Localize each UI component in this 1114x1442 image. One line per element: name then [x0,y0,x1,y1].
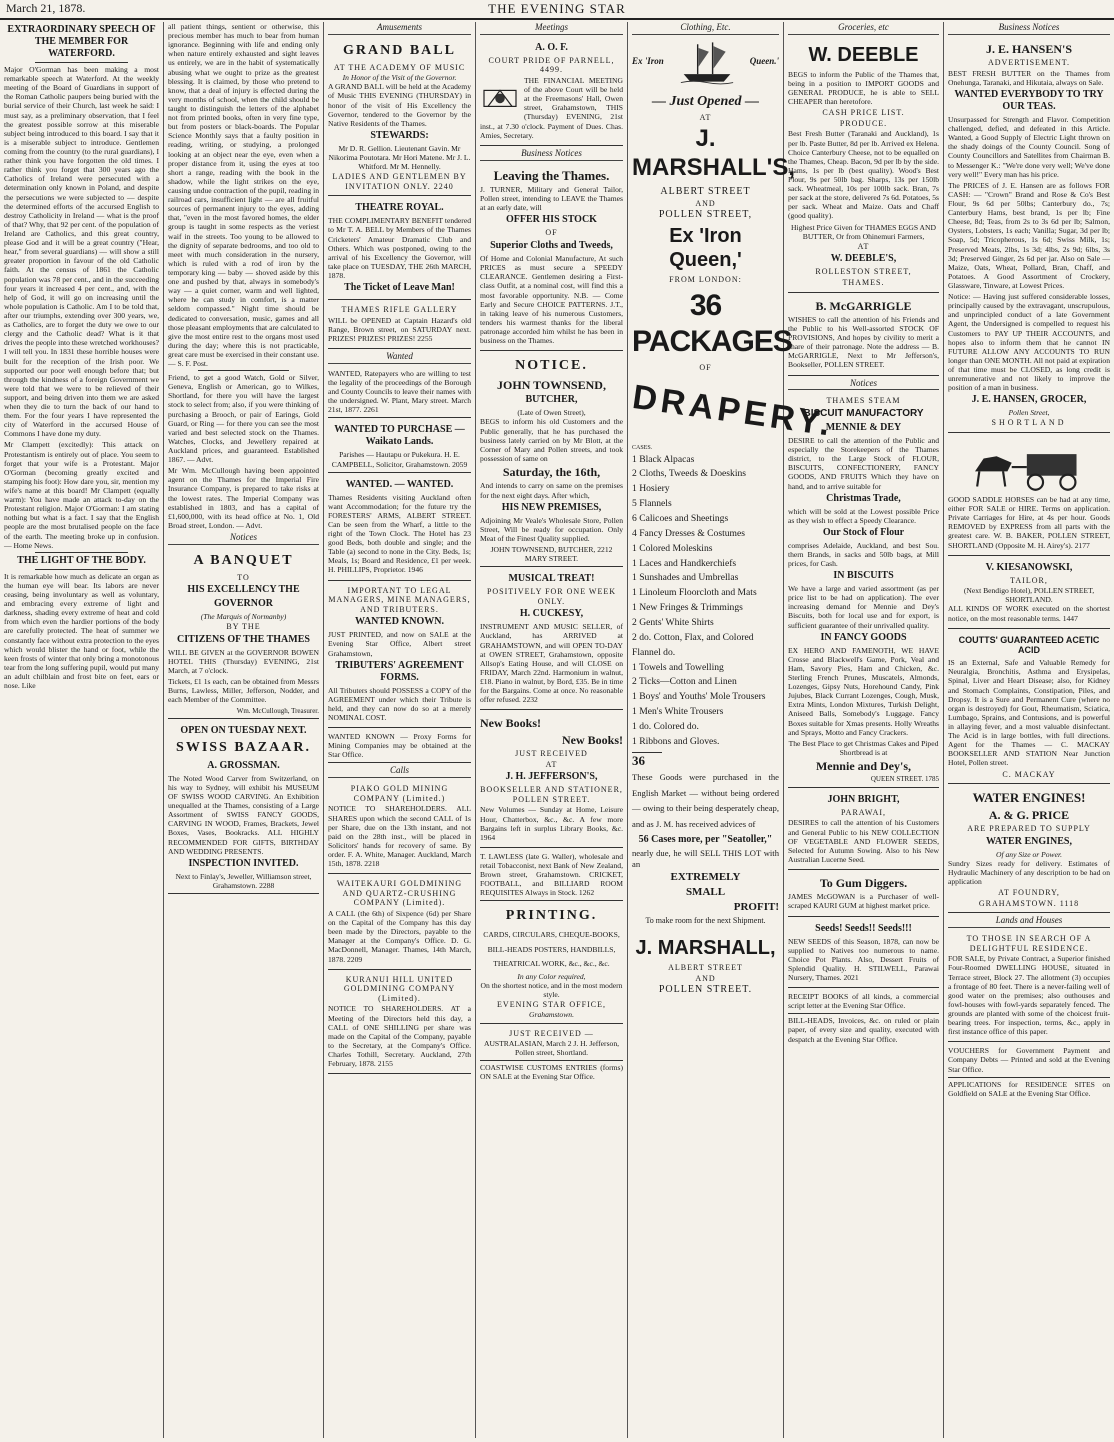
hansen-notice-text: Notice: — Having just suffered considerable losses, principally caused by the extravagant, unscrupulous, and unprincipled conduct of a late Government Agent, the Undersigned is compelled to request his Customers to PAY UP THEIR ACCOUNTS, and hopes also to inform them that he cannot IN FUTURE ALLOW ANY ACCOUNTS TO RUN longer than ONE MONTH. All not paid at expiration of that time must be CLOSED, as long credit is unremunerative and not likely to improve the position of a man in business. [948,292,1110,393]
residence-notice [948,931,1110,1042]
hansen-notice [948,38,1110,433]
bazaar-title: SWISS BAZAAR. [176,739,311,755]
grand-ball-notice [328,38,471,197]
list-item: 1 do. Colored do. [632,721,699,733]
price-size: Of any Size or Power. [995,849,1063,859]
deeble-text: BEGS to inform the Public of the Thames that, being in a position to IMPORT GOODS and GENERAL PRODUCE, he is able to SELL CHEAPER than heretofore. [788,69,939,107]
mackay-name: C. MACKAY [1002,769,1056,779]
drapery-list [632,453,779,750]
produce-label: PRODUCE. [839,118,888,128]
tributers-notice [328,583,471,729]
kies-text: ALL KINDS OF WORK executed on the shortest notice, on the most reasonable terms. 1447 [948,604,1110,623]
water-engines-title: WATER ENGINES! [972,790,1086,806]
waitekauri-text: A CALL (the 6th) of Sixpence (6d) per Share on the Capital of the Company has this day been made by the Directors, payable to the Manager at the Company's Office. D. G. MacDonnell, Manager. Thames, 14th March, 1878. 2209 [328,909,471,964]
applications-notice: APPLICATIONS for RESIDENCE SITES on Goldfield on SALE at the Evening Star Office. [948,1079,1110,1098]
grahamstown: GRAHAMSTOWN. 1118 [978,898,1080,908]
bright-text: DESIRES to call the attention of his Customers and General Public to his NEW COLLECTION OF VEGETABLE AND FLOWER SEEDS, Selected for Autumn Sowing. Also to his New Australian Lucerne Seed. [788,818,939,864]
leaving-title: Leaving the Thames. [493,167,610,183]
list-item: 1 Towels and Towelling [632,661,724,673]
marshall-signature: J. MARSHALL, [635,936,776,959]
price-engines: WATER ENGINES, [986,835,1072,847]
vouchers-notice: VOUCHERS for Government Payment and Company Debts — Printed and sold at the Evening Star Office. [948,1044,1110,1077]
section-header-clothing: Clothing, Etc. [632,22,779,35]
ball-ladies: LADIES AND GENTLEMEN BY INVITATION ONLY. 2240 [332,172,467,191]
bazaar-name: A. GROSSMAN. [207,759,280,771]
piako-notice [328,781,471,874]
cash-list: CASH PRICE LIST. [822,108,905,118]
books-title-2: New Books! [561,732,623,747]
banquet-tickets: Tickets, £1 1s each, can be obtained from Messrs Burns, Lawless, Miller, Jefferson, Nodder, and each Member of the Committee. [168,677,319,705]
leaving-of: OF [545,228,558,238]
list-item: 1 Sunshades and Umbrellas [632,572,739,584]
receipt-notice: RECEIPT BOOKS of all kinds, a commercial script letter at the Evening Star Office. [788,990,939,1014]
piako-title: PIAKO GOLD MINING COMPANY (Limited.) [350,784,449,803]
best-place: The Best Place to get Christmas Cakes and Piped Shortbread is at [788,738,939,757]
produce-text: Best Fresh Butter (Taranaki and Auckland), 1s per lb. Paste Butter, 8d per lb. Arrived ex Helena. Choice Canterbury Cheese, not to be equalled on the Thames, Cheap. Bacon, 9d per lb by the side. Hams, 1s per lb (best quality). Wood's Best Flour, 9s per 50lb bag. Sharps, 13s per 150lb sack. Wheatmeal, 10s per 100lb sack. Bran, 7s per sack at the store, delivered 7s 6d. Potatoes, 5s per sack. Wheat and Maize. Oats and Chaff (good quality). [788,129,939,221]
diggers-title: To Gum Diggers. [819,875,908,890]
theatre-title: THEATRE ROYAL. [355,202,444,214]
deeble-notice [788,38,939,293]
cuckesy-notice [480,569,623,710]
ship-label-left: Ex 'Iron [632,56,664,67]
leaving-text-2: Of Home and Colonial Manufacture, At such PRICES as must secure a SPEEDY CLEARANCE. Gentlemen desiring a First-class Outfit, at a nominal cost, will find this a most favorable opportunity. N.B. — Come Early and Secure CHOICE PATTERNS. J.T., in taking leave of his numerous Customers, tenders his warmest thanks for the liberal patronage accorded him whilst he has been in business on the Thames. [480,254,623,346]
mennie-text: DESIRE to call the attention of the Public and especially the Storekeepers of the Thames district, to the Large Stock of FLOUR, BISCUITS, CONFECTIONERY, FANCY GOODS, AND FRUITS Which they have on hand, and to arrive suitable for [788,435,939,491]
marshall-title: J. MARSHALL'S, [632,125,796,181]
list-item: 2 Gents' White Shirts [632,617,714,628]
sell-text: nearly due, he will SELL THIS LOT with an [632,848,779,869]
townsend-notice [480,353,623,567]
ship-label-right: Queen.' [749,56,779,67]
turner-notice [480,164,623,352]
theatre-text: THE COMPLIMENTARY BENEFIT tendered to Mr T. A. BELL by Members of the Thames Cricketers' Amateur Dramatic Club and Others. Which was postponed, owing to the arrival of his Excellency the Governor, will take place on TUESDAY, THE 26th MARCH, 1878. [328,216,471,281]
mennie-text-2: which will be sold at the Lowest possible Price as they wish to effect a Speedy Clearance. [788,506,939,525]
column-5 [628,22,837,1438]
ball-honor: In Honor of the Visit of the Governor. [342,73,457,83]
printing-notice [480,903,623,1023]
price-notice [948,786,1110,913]
list-item: 1 Boys' and Youths' Mole Trousers [632,691,766,703]
musical-sub: POSITIVELY FOR ONE WEEK ONLY. [486,587,617,606]
section-header-business-2: Business Notices [948,22,1110,35]
jefferson-notice [480,712,623,848]
kies-address: (Next Bendigo Hotel), POLLEN STREET, SHORTLAND. [963,586,1095,605]
kuranui-text: NOTICE TO SHAREHOLDERS. AT a Meeting of the Directors held this day, a CALL of ONE SHILLING per share was made on the Capital of the Company, payable to the Secretary, at the Company's Office. Charles Tothill, Secretary. Auckland, 27th February, 1878. 2155 [328,1004,471,1069]
list-item: 1 Ribbons and Gloves. [632,735,720,747]
queen-street: QUEEN STREET. 1785 [870,775,939,784]
australasian-notice [480,1026,623,1062]
mcgarrigle-title: B. McGARRIGLE [815,298,912,313]
divider [198,370,289,371]
leaving-text: J. TURNER, Military and General Tailor, Pollen street, intending to LEAVE the Thames at an early date, will [480,185,623,213]
foresters-emblem-icon [480,78,520,118]
mennie-dey: Mennie and Dey's, [815,759,911,774]
townsend-text-2: And intends to carry on same on the premises for the next eight days. After which, [480,481,623,500]
bazaar-notice [168,721,319,894]
court-title: COURT PRIDE OF PARNELL, 4499. [488,55,615,75]
list-item: 4 Fancy Dresses & Costumes [632,527,745,539]
just-opened: — Just Opened — [652,93,759,109]
ship-banner [632,38,779,86]
deeble-thames: THAMES. [842,277,885,287]
horse-carriage-icon [954,439,1104,493]
stewards-label: STEWARDS: [370,129,429,141]
section-header-calls: Calls [328,765,471,778]
small: SMALL [685,886,726,899]
kies-title: V. KIESANOWSKI, [985,561,1073,573]
mcgarrigle-notice [788,295,939,376]
bazaar-inspect: INSPECTION INVITED. [188,857,299,869]
divider [35,552,128,553]
deeble-title: W. DEEBLE [808,43,919,66]
watch-advert: Friend, to get a good Watch, Gold or Silver, Geneva, English or American, go to Wilkes, Shortland, for there you will have the largest stock to select from; also, if you were thinking of purchasing a Brooch, or pair of Earings, Gold Guard, or Ring — for there you can see the most varied and best selected stock on the Thames. Watches, Clocks, and Jewellery repaired at Auckland prices, and guaranteed. Established 1867. — Advt. [168,373,319,465]
coutts-title: COUTTS' GUARANTEED ACETIC ACID [958,634,1100,656]
baker-notice [948,435,1110,556]
kuranui-notice [328,972,471,1075]
sign-and: AND [695,973,716,983]
mennie-dey-notice [788,393,939,787]
waitekauri-title: WAITEKAURI GOLDMINING AND QUARTZ-CRUSHING COMPANY (Limited). [336,879,463,908]
profit: PROFIT! [733,901,779,914]
packages-of: OF [699,362,712,372]
tributers-forms: TRIBUTERS' AGREEMENT FORMS. [335,659,464,683]
gum-diggers-notice [788,872,939,917]
list-item: 1 Black Alpacas [632,453,695,465]
townsend-title: JOHN TOWNSEND, [497,377,606,392]
seeds-text: NEW SEEDS of this Season, 1878, can now be supplied to Natives too numerous to name. Choice Pot Plants. Also, Dessert Fruits of Splendid Quality. H. STILWELL, Parawai Nursery, Thames. 2021 [788,936,939,982]
printing-title: PRINTING. [505,908,598,924]
seeds-title: Seeds! Seeds!! Seeds!!! [815,922,912,934]
musical-title: MUSICAL TREAT! [508,573,595,585]
rifle-notice [328,302,471,349]
list-item: 2 Ticks—Cotton and Linen [632,676,737,688]
books-sub: BOOKSELLER AND STATIONER, POLLEN STREET. [480,785,623,804]
aof-notice [480,38,623,146]
section-header-lands: Lands and Houses [948,915,1110,928]
rolleston-street: ROLLESTON STREET, [815,267,912,277]
banquet-text: WILL BE GIVEN at the GOVERNOR BOWEN HOTEL THIS (Thursday) EVENING, 21st March, at 7 o'clock. [168,647,319,676]
townsend-butcher: BUTCHER, [525,394,578,406]
price-text: ARE PREPARED TO SUPPLY [967,824,1091,834]
article-continued: all patient things, sentient or otherwise, this precious member has much to bear from human ignorance. Beginning with life and ending only when nature entirely exhausted and sight leaves us entirely, we are in the habit of systematically abusing what we ought to prize as the greatest blessing. It is claimed, by those who pretend to know, that a deal of injury is effected during the very months of school, when the child should be taught to distinguish the letters of the alphabet not from printed books, often in very fine type, but from posters or black-boards. The Popular Science Monthly says that a faulty position in reading, writing, or studying, a prolonged looking at an object near the eye, even when a proper distance from it, using the eyes at too short a range, reading with the book in the shadow, while the light strikes on the eye, causing undue contraction of the pupil, reading in railroad cars, insufficient light — are all fruitful sources of permanent injury to the eyes, adding that, "even in the most favored homes, the elder group is taught in some respects as the veriest waif in the streets. Too young to be allowed to the dignity of separate bedrooms, and too old to meet with much consideration in the nursery, which is ruled with a rod of iron by the temporary king — baby — shoved aside by this one and pushed by that, always in somebody's way — a quiet corner, warm and well lighted, where he can study in comfort, is a matter seldom compassed." Night time should be dedicated to conversation, music, games and all those pleasant employments that are calculated to give the most entire rest to the organs most used during the day; where this is not practicable, great care must be exercised in their constant use. — S. F. Post. [168,22,319,369]
diggers-text: JAMES McGOWAN is a Purchaser of well-scraped KAURI GUM at highest market price. [788,892,939,911]
waikato-title: WANTED TO PURCHASE — Waikato Lands. [334,424,465,448]
flour-title: Our Stock of Flour [822,526,905,538]
bazaar-address: Next to Finlay's, Jeweller, Williamson street, Grahamstown. 2288 [175,871,312,890]
deebles-name: W. DEEBLE'S, [830,253,897,265]
printing-notice-text: On the shortest notice, and in the most modern style. [480,980,623,999]
fancy-title: IN FANCY GOODS [820,631,907,643]
grocer-sub: Pollen Street, [1008,408,1050,418]
column-7 [944,22,1114,1438]
sign-pollen: POLLEN STREET. [658,984,753,996]
banquet-by: BY THE [226,622,261,632]
foresters-title: WANTED. — WANTED. [345,478,454,490]
cuckesy-title: H. CUCKESY, [519,608,584,620]
bright-notice [788,790,939,870]
waitekauri-notice [328,876,471,969]
teas-title: WANTED EVERYBODY TO TRY OUR TEAS. [954,89,1104,112]
books-text: New Volumes — Sunday at Home, Leisure Hour, Chatterbox, &c., &c. A few more Bargains left in surplus Library Books, &c. 1964 [480,805,623,842]
hansen-title: J. E. HANSEN'S [985,41,1073,56]
banquet-to: TO [237,572,250,582]
drapery-title: DRAPERY. [630,377,837,444]
townsend-date: Saturday, the 16th, [502,465,601,479]
printing-town: Grahamstown. [529,1010,574,1020]
cases-label: CASES. [632,445,653,452]
marshall-at: AT [699,112,712,122]
issue-date: March 21, 1878. [6,1,86,15]
list-item: 5 Flannels [632,498,672,510]
kiesanowski-notice [948,558,1110,629]
received-title: JUST RECEIVED — [509,1028,594,1038]
banquet-line4: CITIZENS OF THE THAMES [177,633,310,645]
divider [35,569,128,570]
wanted-known: WANTED KNOWN. [355,616,444,628]
banquet-line3: (The Marquis of Normanby) [200,612,287,622]
article-body-3: It is remarkable how much as delicate an organ as the human eye will bear. Its labors are never ceasing, being involuntary as well as voluntary, and embracing every extreme of light and darkness, shading every extreme of heat and cold from which even the hardier portions of the body are carefully protected. The heat of summer we constantly face without extra protection to the eyes which would blister the hand or foot, while the keen frosts of winter that only bring a monotonous tear from the long suffering pupil, would put many an adult chilblain and frost bite on feet, ears or nose. Like [4,571,159,691]
search-title: TO THOSE IN SEARCH OF A DELIGHTFUL RESIDENCE. [966,934,1092,953]
mcgarrigle-text: WISHES to call the attention of his Friends and the Public to his Well-assorted STOCK OF PROVISIONS, And hopes by civility to merit a share of their patronage. Note the address — B. McGARRIGLE, Next to Mr Jefferson's, Bookseller, POLLEN STREET. [788,314,939,370]
mennie-title: MENNIE & DEY [825,421,902,433]
sign-albert: ALBERT STREET [668,962,743,972]
hansen-text: BEST FRESH BUTTER on the Thames from Onehunga, Taranaki, and Hikutaia, always on Sale. [948,68,1110,87]
proxy-notice: WANTED KNOWN — Proxy Forms for Mining Companies may be obtained at the Star Office. [328,730,471,763]
prices-text: The PRICES of J. E. Hansen are as follows FOR CASH: — "Crown" Brand and Rose & Co's Best Flour, 9s 6d per 50lbs; Canterbury do., 7s; Canterbury Hams, best brand, 1s per lb; Fine Cheese, 8d; Teas, from 2s to 3s 6d per lb; Salmon, Oysters, Lobsters, 1s each; Vanilla; Sugar, 3d per lb; Soap, 5d; Tricopherous, 1s 6d; Swiss Milk, 1s; Preserved Meats, 2lbs, 1s 3d; 4lbs, 2s 9d; 6lbs, 3s 3d; Preserved Ginger, 2s 6d per jar. Also on Sale — Maize, Oats, Wheat, Pollard, Bran, Chaff, and Potatoes. A Good Assortment of Crockery, Glassware, Tinware, at Lowest Prices. [948,180,1110,290]
rifle-title: THAMES RIFLE GALLERY [341,305,458,315]
column-6 [784,22,944,1438]
banquet-signature: Wm. McCullough, Treasurer. [236,706,319,715]
townsend-late: (Late of Owen Street), [517,408,586,418]
price-title: A. & G. PRICE [988,807,1070,822]
banquet-line1: HIS EXCELLENCY THE [187,584,300,596]
tributers-text: JUST PRINTED, and now on SALE at the Evening Star Office, Albert street Grahamstown, [328,630,471,658]
court-text: THE FINANCIAL MEETING of the above Court will be held at the Freemasons' Hall, Owen street, Grahamstown, THIS (Thursday) EVENING, 21st inst., at 7.30 o'clock. Payment of Dues. Chas. Amies, Secretary. [480,75,623,140]
section-header-groceries: Groceries, etc [788,22,939,35]
list-item: 1 Colored Moleskins [632,542,713,554]
waikato-notice [328,420,471,472]
insurance-advert: Mr Wm. McCullough having been appointed agent on the Thames for the Imperial Fire Insurance Company, is prepared to take risks at the lowest rates. The Imperial Company was established in 1803, and has a capital of £1,600,000, with its head office at No. 1, Old Broad street, London. — Advt. [168,466,319,530]
banquet-notice [168,548,319,719]
list-item: 1 Hosiery [632,483,670,495]
bright-sub: PARAWAI, [840,807,887,817]
billheads-notice: BILL-HEADS, Invoices, &c. on ruled or plain paper, of every size and quality, executed with despatch at the Evening Star Office. [788,1016,939,1044]
coutts-text: IS an External, Safe and Valuable Remedy for Neuralgia, Bronchitis, Asthma and Erysipelas, Spinal, Liver and Heart Disease; also, for Kidney and Stomach Complaints, Constipation, Piles, and Dropsy. It is a Sure and Permanent Cure (where no organ is destroyed) for Gout, Rheumatism, Sciatica, Lumbago, Sprains, and Contusions, and is powerful in allaying fever, and a most valuable disinfectant. The Acid is in large bottles, with full directions. Agent for the Thames — C. MACKAY BOOKSELLER AND STATION Near Junction Hotel, Pollen street. [948,658,1110,768]
article-headline-2: THE LIGHT OF THE BODY. [17,554,146,566]
biscuits-text: We have a large and varied assortment (as per price list to be had on application). The ever increasing demand for Mennie and Dey's Biscuits, both for local use and for export, is sufficient guarantee of their unrivalled quality. [788,584,939,630]
price-text-2: Sundry Sizes ready for delivery. Estimates of Hydraulic Machinery of any description to be had on application [948,858,1110,887]
column-2 [164,22,324,1438]
flour-text: comprises Adelaide, Auckland, and best Sou. thern Brands, in sacks and 50lb bags, at Mill prices, for Cash. [788,540,939,569]
list-item: 1 Men's White Trousers [632,706,724,718]
leaving-cloth: Superior Cloths and Tweeds, [490,240,613,252]
ball-sub: AT THE ACADEMY OF MUSIC [333,62,466,72]
waikato-text: Parishes — Hautapu or Pukekura. H. E. CAMPBELL, Solicitor, Grahamstown. 2059 [331,450,468,469]
column-3 [324,22,476,1438]
theatre-notice [328,198,471,300]
list-item: 6 Calicoes and Sheetings [632,512,729,524]
section-header-notices: Notices [168,532,319,545]
article-body-2: Mr Clampett (excitedly): This attack on Protestantism is entirely out of place. You seem to forget that your wife is a Protestant. Major O'Gorman (becoming greatly excited and stamping his foot): How dare you, sir, mention my wife's name at this board! Mr Clampett (equally warm): You have made an attack to-day on the Protestant religion. Major O'Gorman: I am stating nothing but what is a fact. I say that the English people are the most brutalised people on the face of the earth. The meeting broke up in confusion. — Home News. [4,440,159,550]
section-header-business: Business Notices [480,148,623,161]
bazaar-open: OPEN ON TUESDAY NEXT. [180,724,307,736]
foresters-text: Thames Residents visiting Auckland often want Accommodation; for the future try the FORESTERS' ARMS, ALBERT STREET. Can be seen from the Wharf, a little to the right of the Town Clock. The Hotel has 23 good Beds, both double and single; and the Table (a) second to none in the City. Beds, 1s; Meals, 1s; Board and Residence, £1 per week. H. PHILLIPS, Proprietor. 1946 [328,492,471,575]
banquet-line2: GOVERNOR [214,598,273,610]
article-body: Major O'Gorman has been making a most remarkable speech at Waterford. At the weekly meeting of the Board of Guardians in support of the Roman Catholic paupers being buried with the burial service of their Church, last week he said: I must say, as a preliminary observation, that I feel the greatest possible sorrow at this miserable subject being introduced to this board. I say that it is a miserable subject to introduce. Gentlemen coming from the country (to the rural guardians), I rather think you have forgotten the old times. I rather think you forget that 300 years ago the Catholics of Ireland were persecuted with a determination only known in Poland, and despite the persecutions we were subjected to — despite the determined efforts of the accursed English to destroy Catholicity in Ireland — what is the proof of that? Why, that 92 per cent. of the population of Ireland are Catholics, and this great country, please God and it will be a great country ("Hear, hear," from several guardians) — will show a still greater proportion in favour of the old Catholic faith. At the census of 1861 the Catholic population was 78 per cent., and in the succeeding four years it increased 4 per cent., and, with the help of God, it will go on increasing until the whole population is Catholic. Am I to be told that, after our triumphs, extending over 300 years, we, as Catholics, are to forget the duty we owe to our clergy and the Catholic dead? What is it that drives the people into these wretched workhouses? I will tell you. In 1831 these horrible houses were built for the reception of the Irish poor. We supported our poor well enough before that; but through the kindness of a foreign Government we were told that we were to be relieved of their support, and being driven into them we are asked when they die to turn the back of our hand to them. For the four years I have represented the city of Waterford in the accursed House of Commons I have done my duty. [4,65,159,439]
packages-total: 36 [632,752,662,769]
kuranui-title: KURANUI HILL UNITED GOLDMINING COMPANY (Limited). [343,974,456,1003]
premises-title: HIS NEW PREMISES, [501,501,602,513]
bright-title: JOHN BRIGHT, [827,793,900,805]
bazaar-text: The Noted Wood Carver from Switzerland, on his way to Sydney, will exhibit his MUSEUM OF SWISS WOOD CARVING. An Exhibition unequalled at the Thames, consisting of a Large Assortment of SWISS FANCY GOODS, CARVING IN WOOD, Frames, Brackets, Jewel Boxes, Vases, Bookracks. ALL HIGHLY RECOMMENDED FOR GIFTS, BIRTHDAY AND WEDDING PRESENTS. [168,773,319,856]
article-headline: EXTRAORDINARY SPEECH OF THE MEMBER FOR WATERFORD. [7,24,156,59]
lawless-notice: T. LAWLESS (late G. Waller), wholesale and retail Tobacconist, next Bank of New Zealand, Brown street, Grahamstown. CRICKET, FOOTBALL, and BILLIARD ROOM REQUISITES Always in Stock. 1262 [480,850,623,902]
column-4 [476,22,628,1438]
section-header-notices-2: Notices [788,378,939,391]
cuckesy-text: INSTRUMENT AND MUSIC SELLER, of Auckland, has ARRIVED at GRAHAMSTOWN, and will OPEN TO-DAY at OWEN STREET, Grahamstown, opposite Allsop's Eating House, and will CLOSE on FRIDAY, March 22nd. Harmonium in walnut, £18. Piano in walnut, by Bord, £35. Be in time for the Bargains. Come at once. No reasonable offer refused. 2232 [480,622,623,705]
list-item: 1 Linoleum Floorcloth and Mats [632,587,757,599]
hansen-sub: ADVERTISEMENT. [987,58,1071,68]
ball-title: GRAND BALL [343,42,456,58]
biscuits-title: IN BISCUITS [833,570,894,582]
make-room: To make room for the next Shipment. [645,916,766,926]
ex-iron-queen: Ex 'Iron Queen,' [669,225,742,272]
albert-street: ALBERT STREET [660,185,751,197]
extremely: EXTREMELY [670,870,741,883]
goods-text: These Goods were purchased in the English Market — without being ordered — owing to their being desperately cheap, and as J. M. has received advices of [632,772,779,829]
ball-text: A GRAND BALL will be held at the Academy of Music THIS EVENING (THURSDAY) in honor of the visit of His Excellency the Governor, tendered to the Governor by the Native Residents of the Thames. [328,82,471,128]
pollen-street: POLLEN STREET, [658,209,753,221]
leaving-offer: OFFER HIS STOCK [506,214,597,226]
printing-color: In any Color required, [517,971,586,981]
stewards-list: Mr D. R. Gellion. Lieutenant Gavin. Mr Nikorima Poutotara. Mr Hori Matene. Mr J. L. Whitford. Mr M. Hennelly. [328,143,471,172]
section-header-amusements: Amusements [328,22,471,35]
fancy-text: EX HERO AND FAMENOTH, WE HAVE Crosse and Blackwell's Game, Pork, Veal and Ham, Savory Pies, Ham and Chicken, &c. Sterling French Prunes, Muscatels, Almonds, Lozenges, Gipsy Nuts, Horehound Candy, Pink Jujubes, Black Currant Lozenges, Cough, Musk, Extra Mints, London Mixtures, Turkish Delight, Aniseed Balls, Somebody's Luggage. Fancy Boxes suitable for Xmas presents. Holly Wreaths and Sprays, Motto and Fancy Crackers. [788,645,939,737]
list-item: 1 New Fringes & Trimmings [632,602,743,614]
kies-sub: TAILOR, [1010,575,1048,585]
rifle-text: WILL be OPENED at Captain Hazard's old Range, Brown street, on SATURDAY next. PRIZES! PRIZES! PRIZES! 2255 [328,315,471,343]
piako-text: NOTICE TO SHAREHOLDERS. ALL SHARES upon which the second CALL of 1s per Share, due on the 13th instant, and not paid on the 28th inst., will be placed in Solicitors' hands for recovery of same. By order. F. A. White, Manager. Auckland, March 15th, 1878. 2218 [328,804,471,869]
from-london: FROM LONDON: [669,275,742,285]
books-received: JUST RECEIVED [515,749,588,759]
sailing-ship-icon [679,38,735,86]
newspaper-title: THE EVENING STAR [488,1,626,16]
wanted-ratepayers: WANTED, Ratepayers who are willing to test the legality of the proceedings of the Borough and County Councils to leave their names with the undersigned. W. Plant, Mary street. March 21st, 1877. 2261 [328,367,471,419]
baker-text: GOOD SADDLE HORSES can be had at any time, either FOR SALE or HIRE. Terms on application. Private Carriages for Hire, at 4s per hour. Goods REMOVED by EXPRESS from all parts with the greatest care. W. B. BAKER, POLLEN STREET, SHORTLAND (Opposite M. H. Airey's). 2177 [948,494,1110,550]
important-title: IMPORTANT TO LEGAL MANAGERS, MINE MANAGERS, AND TRIBUTERS. [328,585,471,614]
books-at: AT [545,759,558,769]
marshall-and: AND [695,198,716,208]
townsend-sign: JOHN TOWNSEND, BUTCHER, 2212 MARY STREET. [490,544,613,564]
theatre-play: The Ticket of Leave Man! [344,282,455,294]
townsend-text: BEGS to inform his old Customers and the Public generally, that he has purchased the business lately carried on by Mr Blott, at the Corner of Mary and Pollen streets, and took possession of same on [480,417,623,463]
christmas-trade: Christmas Trade, [826,492,901,504]
printing-items: CARDS, CIRCULARS, CHEQUE-BOOKS, BILL-HEADS POSTERS, HANDBILLS, THEATRICAL WORK, &c., &c., &c. [483,930,620,969]
foresters-notice [328,475,471,581]
tributers-text-2: All Tributers should POSSESS a COPY of the AGREEMENT under which their Tribute is held, and they can now do so at a merely NOMINAL COST. [328,685,471,723]
coastwise-notice: COASTWISE CUSTOMS ENTRIES (forms) ON SALE at the Evening Star Office. [480,1063,623,1082]
biscuit-sub: THAMES STEAM [826,396,901,406]
masthead [0,0,1114,20]
cases-more: 56 Cases more, per "Seatoller," [638,834,773,846]
printing-office: EVENING STAR OFFICE, [497,999,606,1009]
books-title-1: New Books! [480,716,542,731]
teas-text: Unsurpassed for Strength and Flavor. Competition challenged, defied, and defeated in this Article. Wanted, a Good Supply of Electric Light thrown on the shady doings of the County Council. Song of County Councillors and Satellites from Chairman B. to Messenger K.: "We're done very well; We've done very well!" Every man has his price. [948,115,1110,179]
divider [35,62,128,63]
premises-text: Adjoining Mr Veale's Wholesale Store, Pollen Street, Will be ready for occupation. Only Meat of the Finest Quality supplied. [480,515,623,543]
list-item: 2 Cloths, Tweeds & Doeskins [632,468,747,480]
packages-title: 36 PACKAGES [632,288,792,358]
books-name: J. H. JEFFERSON'S, [505,771,598,783]
foundry: AT FOUNDRY, [998,888,1060,898]
coutts-notice [948,631,1110,785]
list-item: 2 do. Cotton, Flax, and Colored Flannel do. [632,631,754,658]
shortland: SHORTLAND [991,418,1067,428]
banquet-title: A BANQUET [193,552,294,568]
section-header-meetings: Meetings [480,22,623,35]
column-1 [0,22,164,1438]
aof-title: A. O. F. [535,41,568,53]
biscuit-title: BISCUIT MANUFACTORY [803,407,924,419]
received-text: AUSTRALASIAN, March 2 J. H. Jefferson, Pollen street, Shortland. [483,1039,620,1058]
seeds-notice [788,919,939,989]
section-header-wanted: Wanted [328,351,471,364]
highest-price: Highest Price Given for THAMES EGGS AND BUTTER, Or from Ohinemuri Farmers, [791,222,936,241]
list-item: 1 Laces and Handkerchiefs [632,557,737,569]
notice-title: NOTICE. [515,358,588,374]
search-text: FOR SALE, by Private Contract, a Superior finished Four-Roomed DWELLING HOUSE, situated in Terrace street, Block 27. The allotment (3) occupies a frontage of 80 feet. There is a never-failing well of good water on the premises; also outhouses and fowl-houses with fowl-yards separately fenced. The grounds are planted with some of the choicest fruit-bearing trees. For inspection, terms, &c., apply in first instance office of this paper. [948,954,1110,1037]
deeble-at: AT [857,241,870,251]
grocer-title: J. E. HANSEN, GROCER, [971,394,1087,406]
